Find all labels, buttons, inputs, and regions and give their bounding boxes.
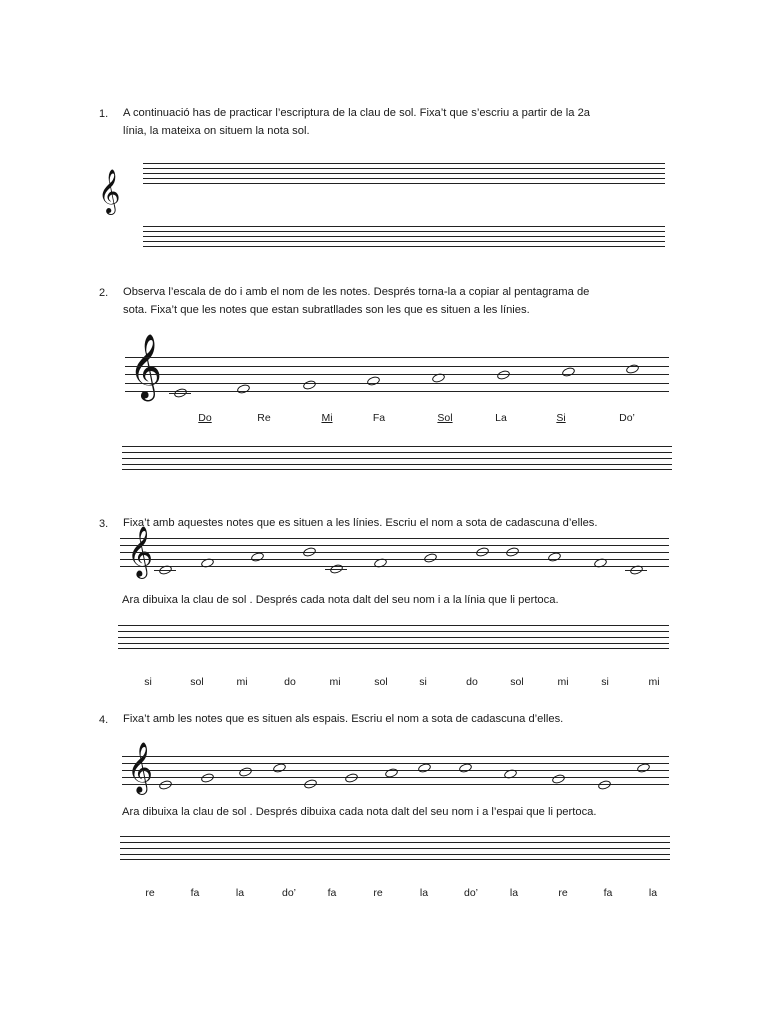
note-name: si xyxy=(419,676,427,688)
scale-note-label: Fa xyxy=(372,412,386,424)
exercise-2-line-1: Observa l’escala de do i amb el nom de les notes. Després torna-la a copiar al pentagrama de xyxy=(123,286,590,298)
staff-2-scale xyxy=(125,357,669,393)
note-name: mi xyxy=(329,676,341,688)
note-name: re xyxy=(558,887,568,899)
exercise-4-instruction: Ara dibuixa la clau de sol . Després dibuixa cada nota dalt del seu nom i a l’espai que li pertoca. xyxy=(122,806,597,818)
staff-3-practice xyxy=(118,625,669,649)
staff-1-top xyxy=(143,163,665,185)
exercise-3-text: Fixa’t amb aquestes notes que es situen a les línies. Escriu el nom a sota de cadascuna d’elles. xyxy=(123,517,598,529)
note-name: sol xyxy=(374,676,388,688)
scale-note-label: La xyxy=(495,412,507,424)
scale-note-label: Do xyxy=(198,412,212,424)
exercise-1-text xyxy=(123,104,683,140)
scale-note-label: Do’ xyxy=(619,412,635,424)
scale-note-label: Si xyxy=(556,412,566,424)
note-name: sol xyxy=(510,676,524,688)
ledger-line xyxy=(625,570,647,571)
note-name: do’ xyxy=(463,887,478,899)
treble-clef-icon: 𝄞 xyxy=(98,169,121,213)
exercise-1-number: 1. xyxy=(99,108,109,120)
note-name: mi xyxy=(648,676,660,688)
treble-clef-icon: 𝄞 xyxy=(127,526,154,577)
exercise-2-line-2: sota. Fixa’t que les notes que estan subratllades son les que es situen a les línies. xyxy=(123,304,530,316)
note-name: mi xyxy=(557,676,569,688)
scale-note-label: Sol xyxy=(437,412,453,424)
ledger-line xyxy=(169,393,191,394)
note-name: fa xyxy=(603,887,613,899)
exercise-4-text: Fixa’t amb les notes que es situen als espais. Escriu el nom a sota de cadascuna d’elles. xyxy=(123,713,564,725)
staff-4-practice xyxy=(120,836,670,860)
note-name: la xyxy=(509,887,519,899)
note-name: si xyxy=(601,676,609,688)
exercise-2-text xyxy=(123,283,683,319)
note-name: re xyxy=(145,887,155,899)
note-name: sol xyxy=(190,676,204,688)
scale-note-label: Re xyxy=(257,412,271,424)
treble-clef-icon: 𝄞 xyxy=(129,334,163,399)
staff-1-bottom xyxy=(143,226,665,248)
exercise-1-line-1: A continuació has de practicar l’escriptura de la clau de sol. Fixa’t que s’escriu a partir de la 2a xyxy=(123,107,591,119)
treble-clef-icon: 𝄞 xyxy=(127,742,154,793)
ledger-line xyxy=(154,570,176,571)
note-name: la xyxy=(235,887,245,899)
note-name: do’ xyxy=(281,887,296,899)
exercise-4-number: 4. xyxy=(99,714,109,726)
note-name: re xyxy=(373,887,383,899)
note-name: la xyxy=(648,887,658,899)
exercise-2-number: 2. xyxy=(99,287,109,299)
ledger-line xyxy=(325,569,347,570)
note-name: do xyxy=(284,676,296,688)
exercise-3-instruction: Ara dibuixa la clau de sol . Després cada nota dalt del seu nom i a la línia que li pertoca. xyxy=(122,594,559,606)
staff-2-practice xyxy=(122,446,672,470)
scale-note-label: Mi xyxy=(321,412,333,424)
note-name: la xyxy=(419,887,429,899)
note-name: mi xyxy=(236,676,248,688)
note-name: fa xyxy=(190,887,200,899)
note-name: do xyxy=(466,676,478,688)
exercise-1-line-2: línia, la mateixa on situem la nota sol. xyxy=(123,125,310,137)
note-name: si xyxy=(144,676,152,688)
note-name: fa xyxy=(327,887,337,899)
exercise-3-number: 3. xyxy=(99,518,109,530)
